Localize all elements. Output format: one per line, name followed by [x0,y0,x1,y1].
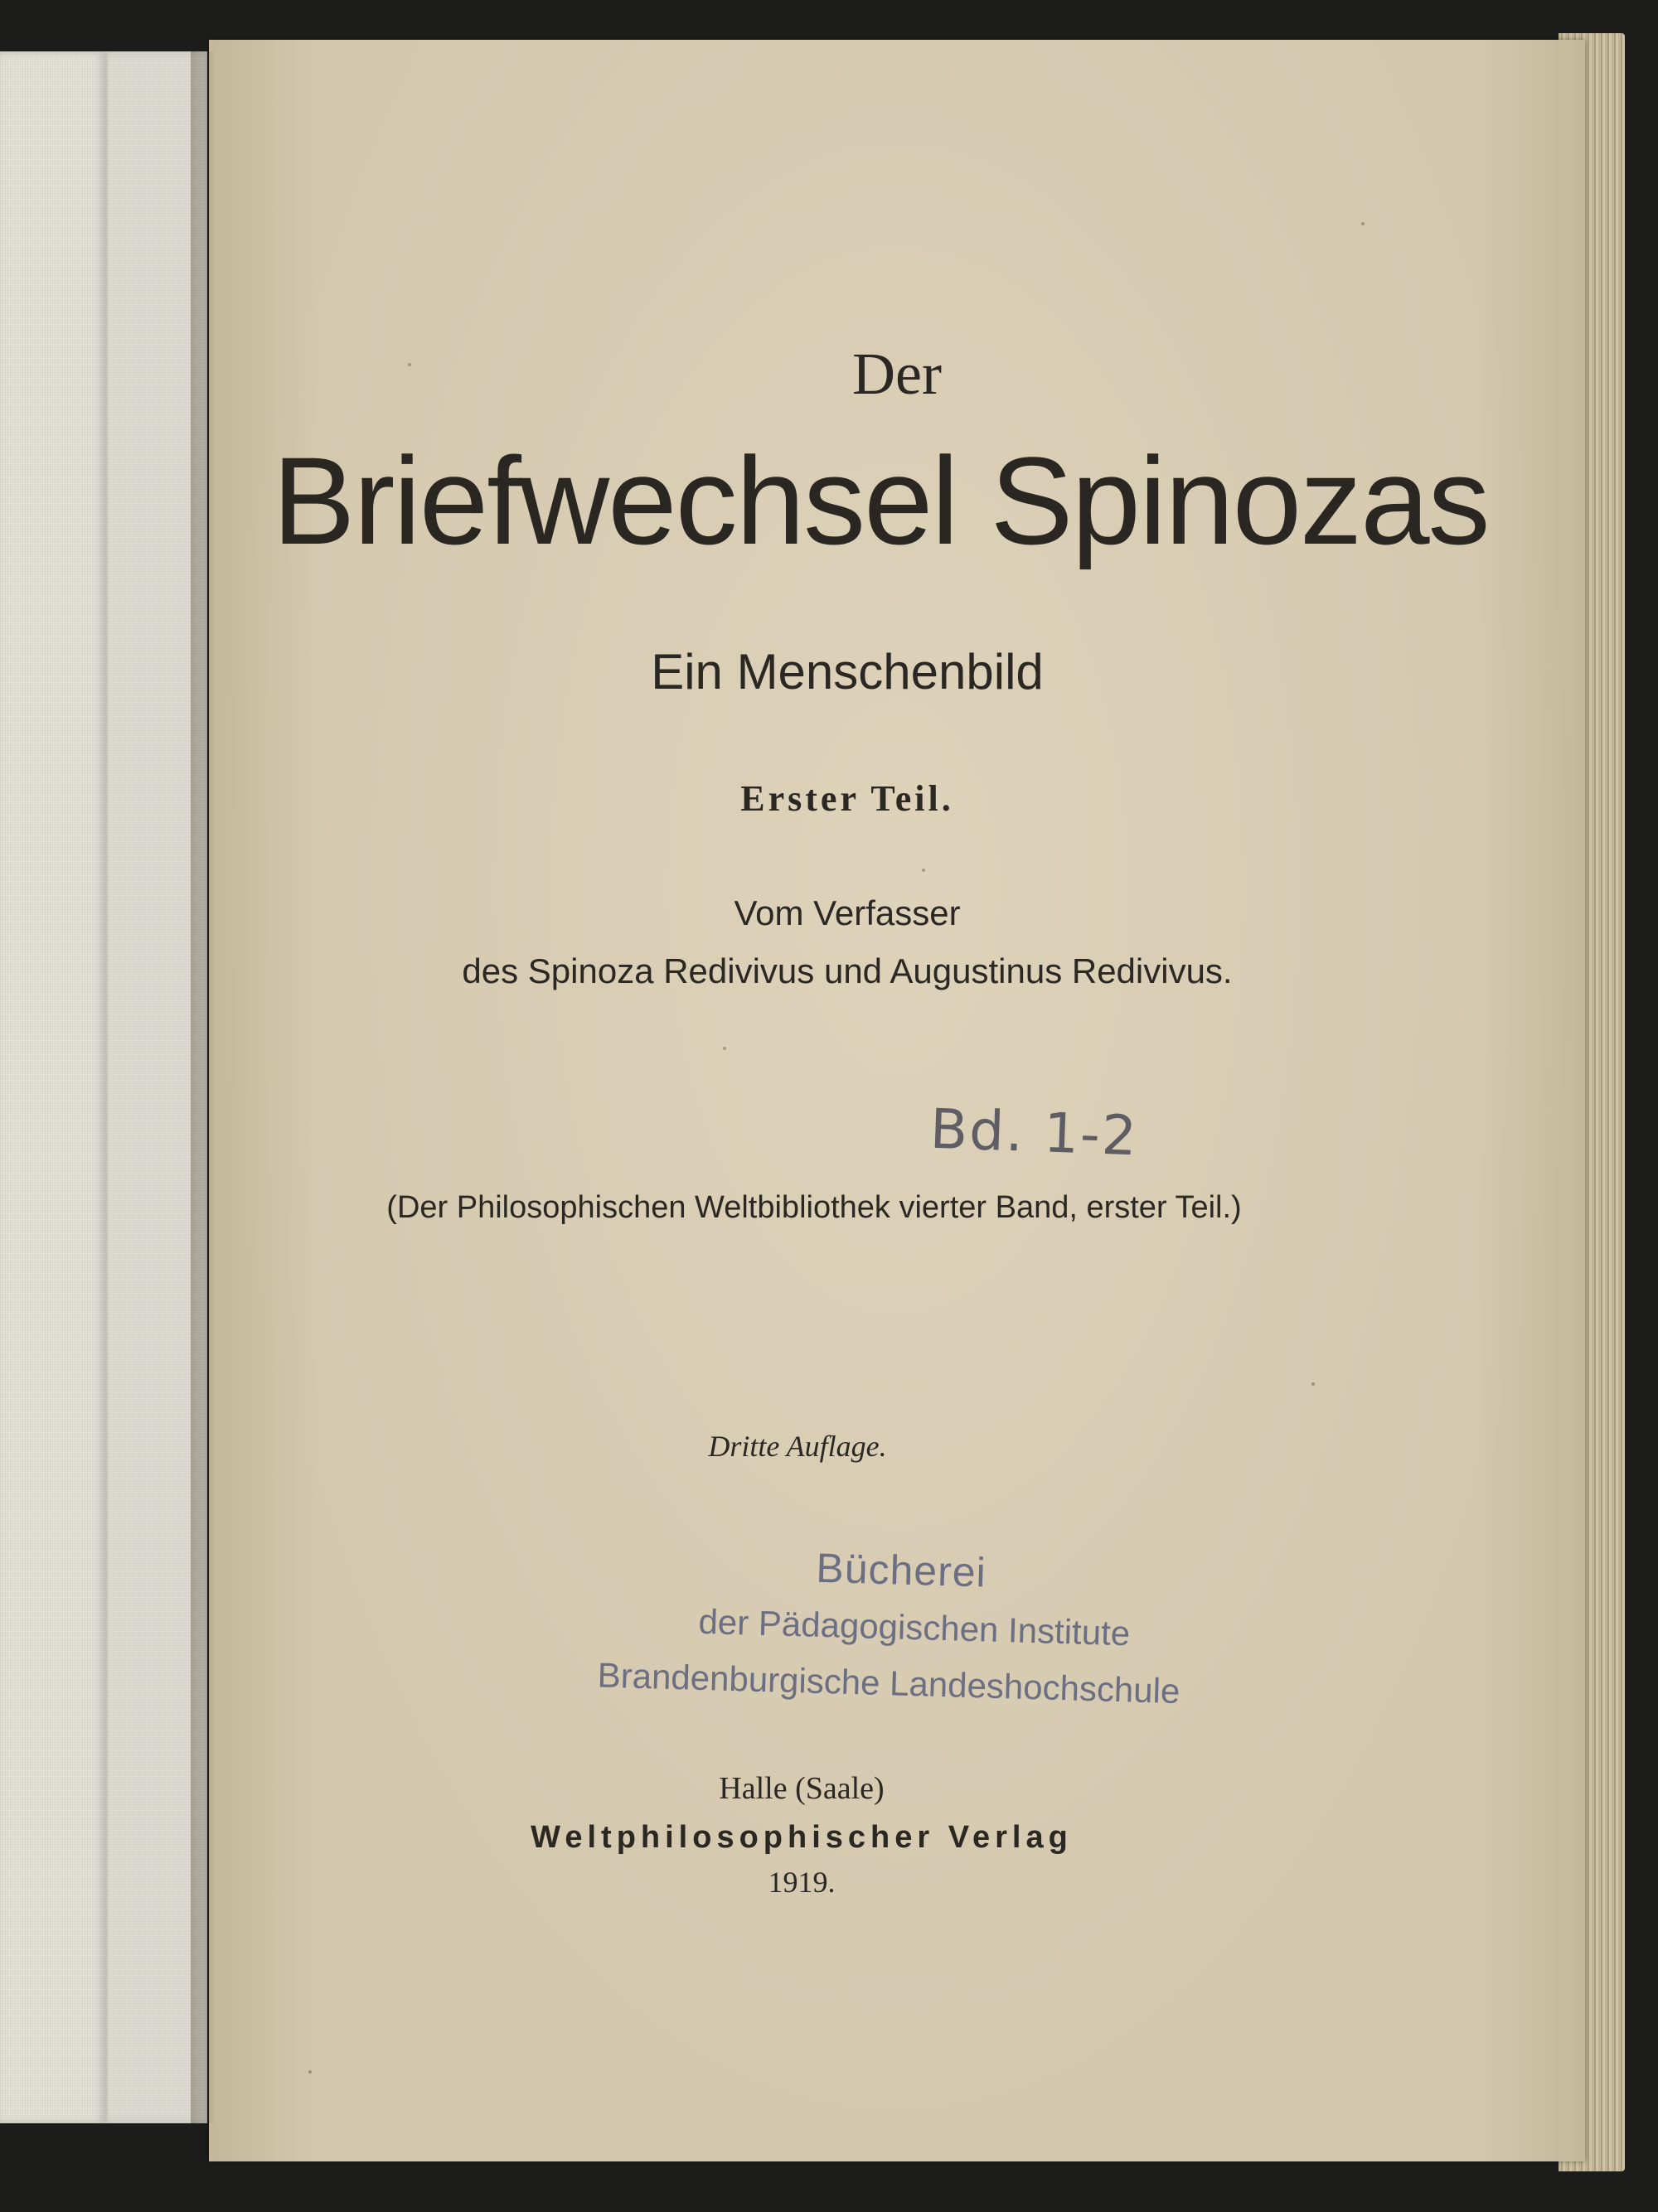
publication-place: Halle (Saale) [719,1771,885,1806]
paper-speck [922,869,925,872]
paper-speck [308,2070,312,2074]
publisher: Weltphilosophischer Verlag [531,1820,1073,1855]
paper-speck [1311,1382,1315,1386]
part-label: Erster Teil. [740,778,954,819]
gutter-shadow [191,51,216,2123]
series-line: (Der Philosophischen Weltbibliothek vierter Band, erster Teil.) [386,1190,1242,1225]
stamp-line-1: Bücherei [815,1544,987,1596]
stamp-line-2: der Pädagogischen Institute [697,1601,1131,1653]
book-title: Briefwechsel Spinozas [272,431,1489,570]
edition-label: Dritte Auflage. [708,1430,887,1463]
library-stamp [596,1537,1347,1749]
handwritten-note: Bd. 1-2 [928,1096,1140,1169]
publication-year: 1919. [768,1866,836,1899]
author-line-1: Vom Verfasser [734,893,961,932]
book-binding [0,51,106,2123]
paper-speck [1361,222,1365,225]
paper-speck [723,1047,726,1050]
paper-speck [408,363,411,366]
stamp-line-3: Brandenburgische Landeshochschule [597,1655,1180,1711]
author-line-2: des Spinoza Redivivus und Augustinus Redivivus. [462,951,1233,990]
title-page [209,40,1585,2161]
title-article: Der [852,341,942,407]
book-subtitle: Ein Menschenbild [651,644,1044,699]
